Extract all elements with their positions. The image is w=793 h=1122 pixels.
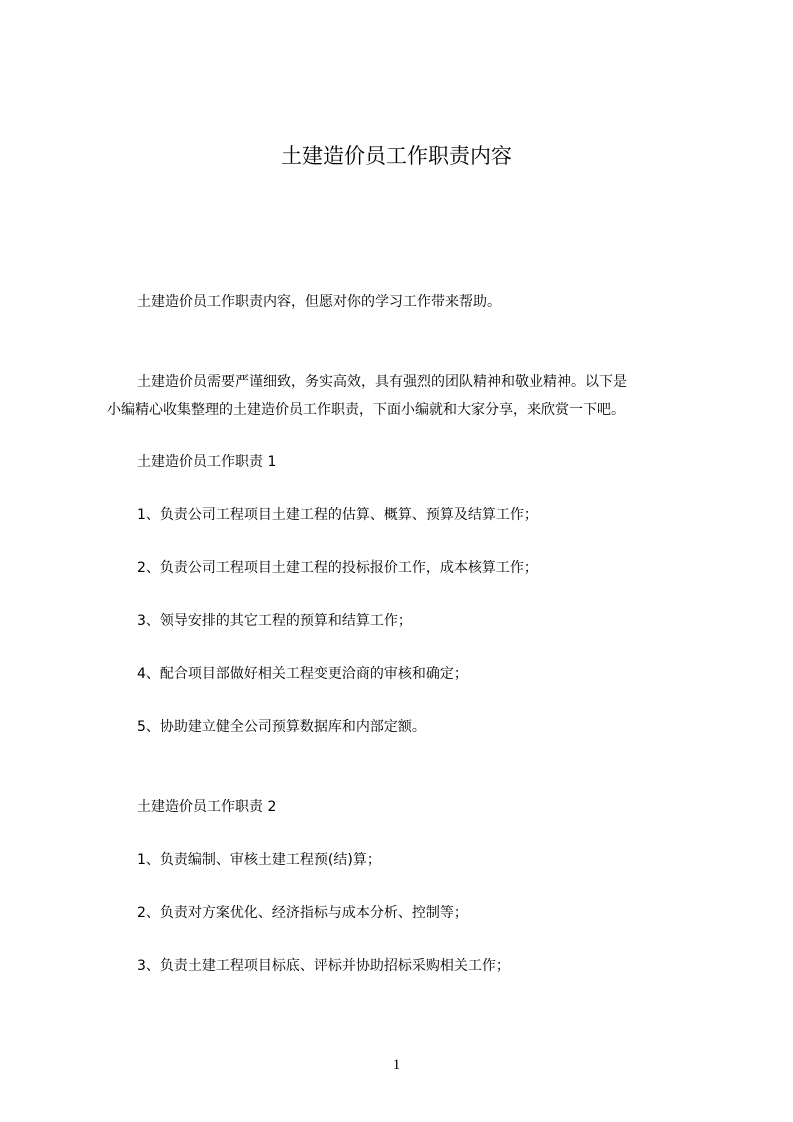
section1-heading: 土建造价员工作职责 1	[137, 454, 277, 470]
section2-item: 2、负责对方案优化、经济指标与成本分析、控制等；	[137, 905, 468, 921]
section1-item: 5、协助建立健全公司预算数据库和内部定额。	[137, 719, 426, 735]
section2-item: 1、负责编制、审核土建工程预(结)算；	[137, 852, 381, 868]
paragraph-line-1: 土建造价员需要严谨细致，务实高效，具有强烈的团队精神和敬业精神。以下是	[137, 374, 627, 390]
document-title: 土建造价员工作职责内容	[281, 144, 512, 168]
paragraph-line-2: 小编精心收集整理的土建造价员工作职责，下面小编就和大家分享，来欣赏一下吧。	[107, 402, 625, 418]
section1-item: 2、负责公司工程项目土建工程的投标报价工作，成本核算工作；	[137, 560, 538, 576]
page-number: 1	[392, 1057, 401, 1073]
section1-item: 3、领导安排的其它工程的预算和结算工作；	[137, 613, 412, 629]
section1-item: 1、负责公司工程项目土建工程的估算、概算、预算及结算工作；	[137, 507, 538, 523]
intro-text: 土建造价员工作职责内容，但愿对你的学习工作带来帮助。	[137, 294, 501, 310]
section2-item: 3、负责土建工程项目标底、评标并协助招标采购相关工作；	[137, 958, 510, 974]
section1-item: 4、配合项目部做好相关工程变更洽商的审核和确定；	[137, 666, 468, 682]
section2-heading: 土建造价员工作职责 2	[137, 799, 277, 815]
